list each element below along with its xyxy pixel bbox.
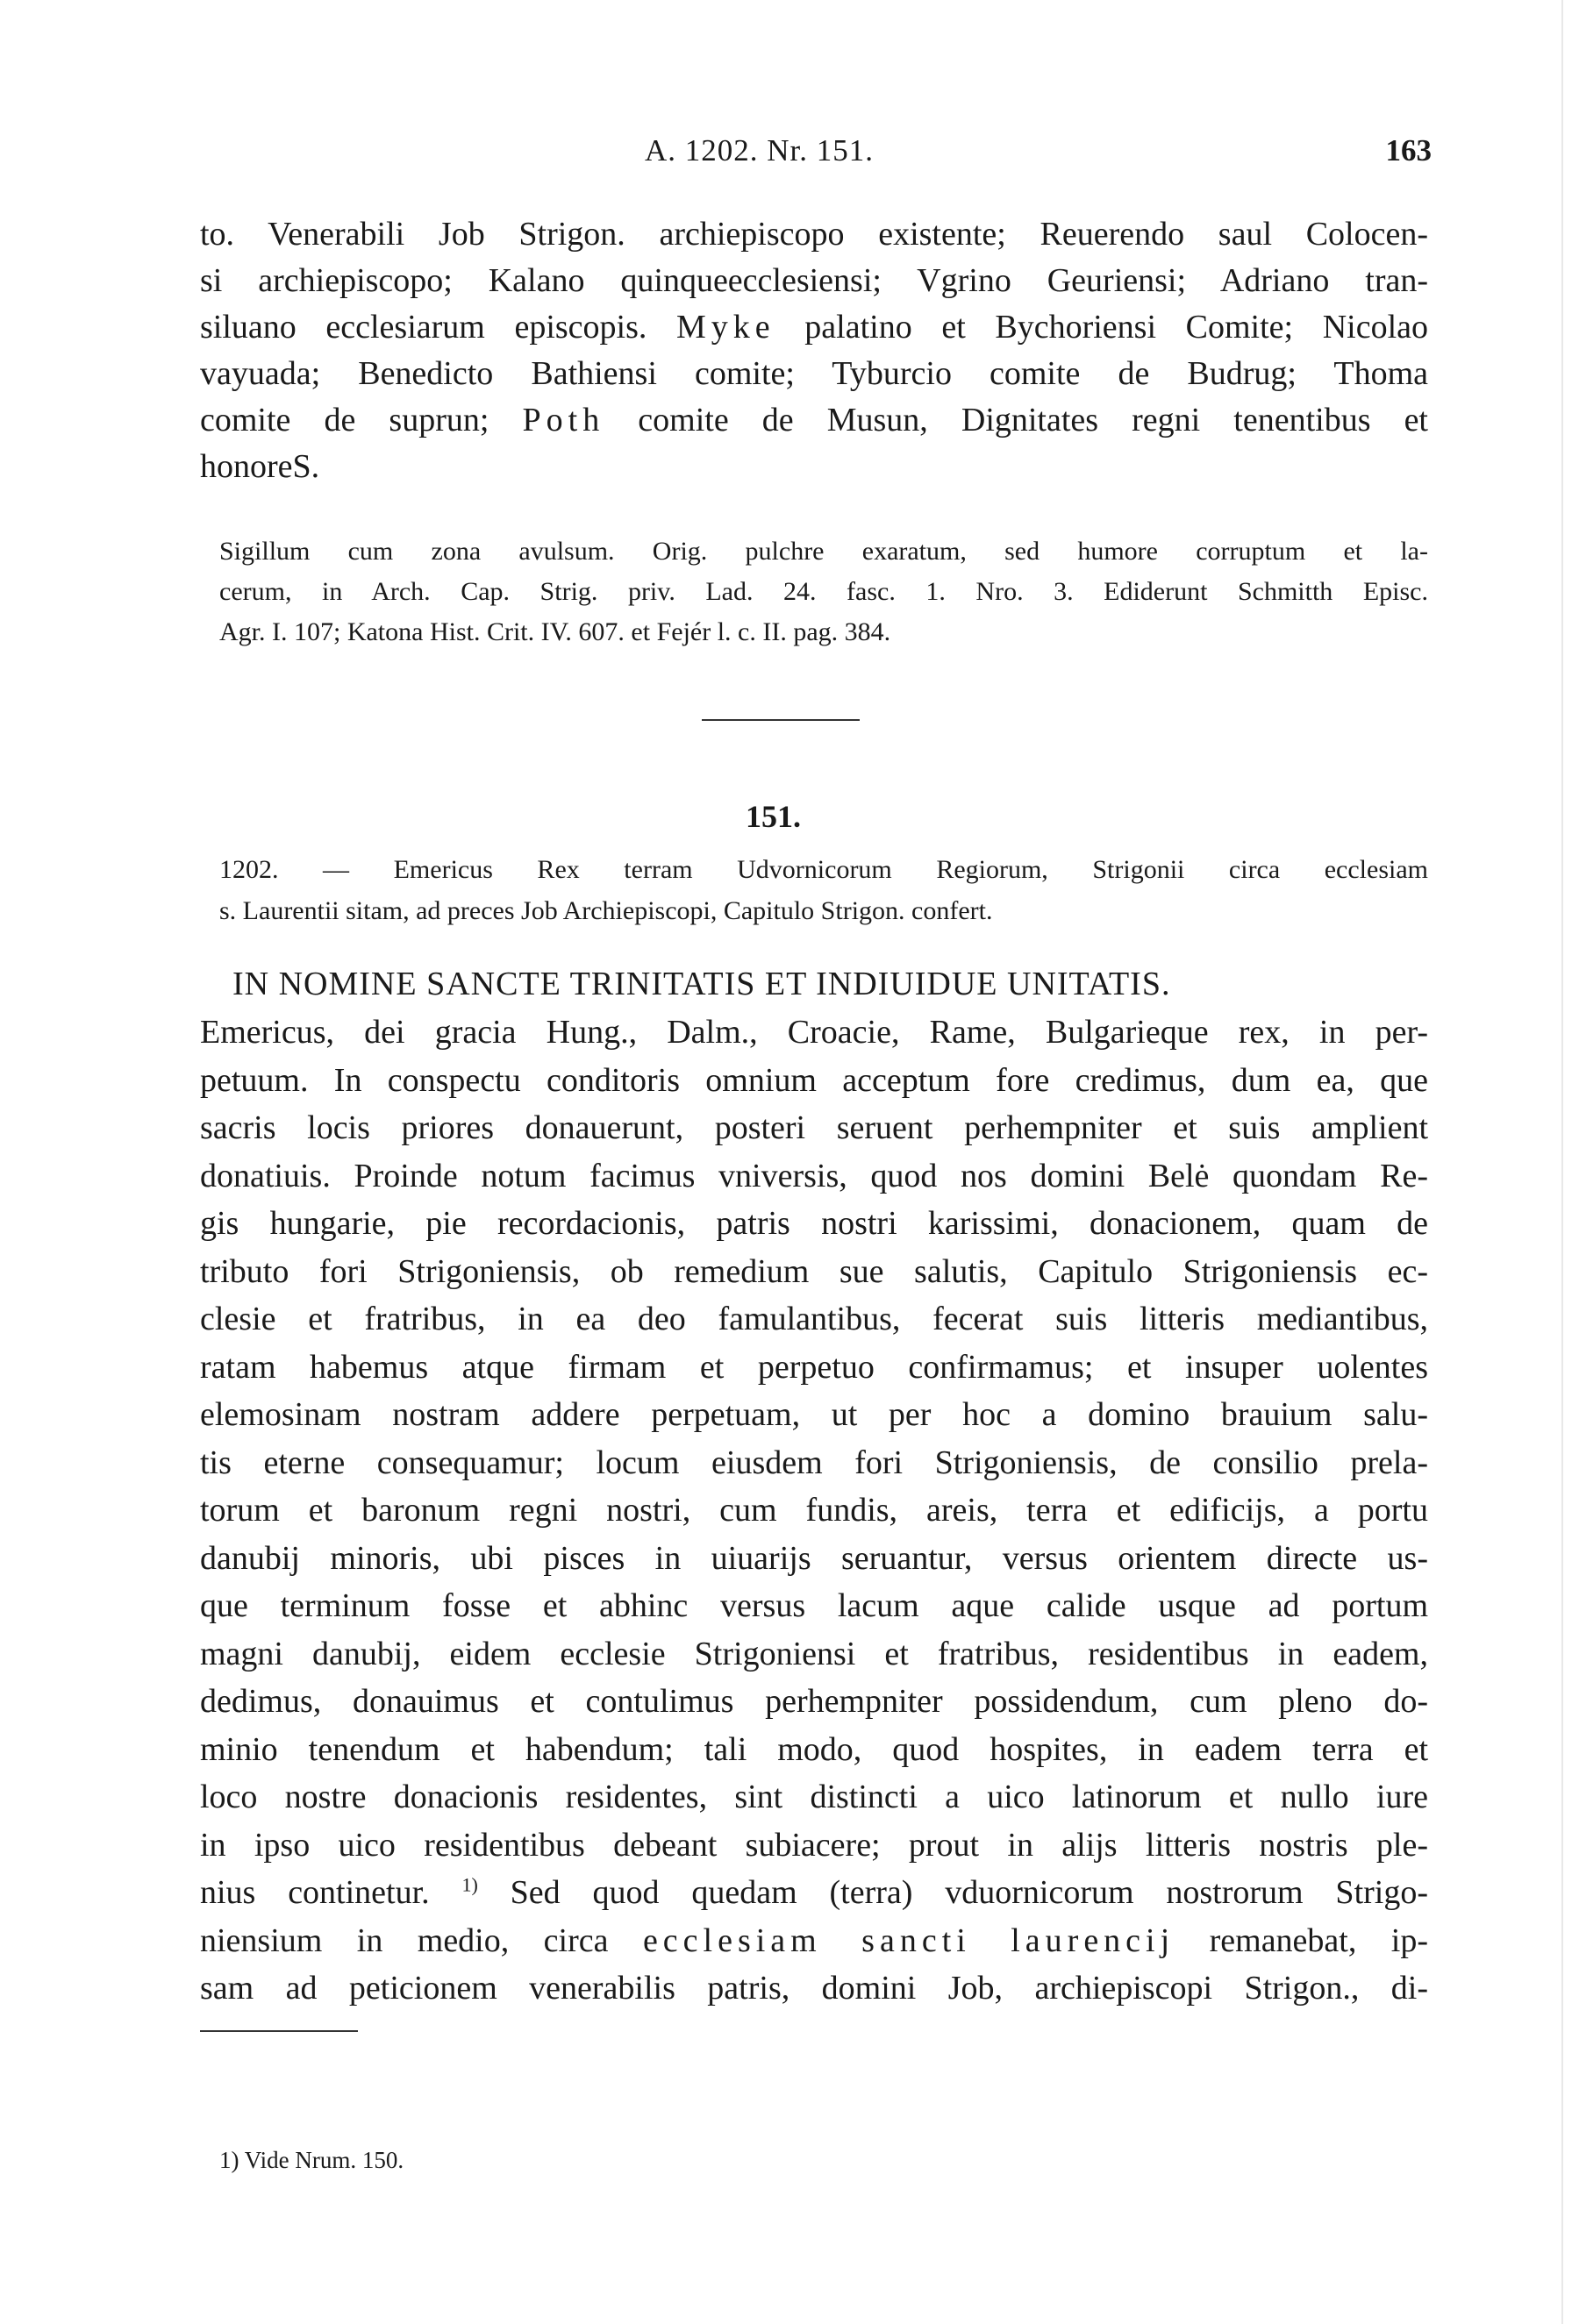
text-fragment: nius continetur. <box>200 1874 430 1911</box>
text-line: gis hungarie, pie recordacionis, patris nostri karissimi, donacionem, quam de <box>200 1205 1428 1242</box>
text-line: magni danubij, eidem ecclesie Strigoniensi et fratribus, residentibus in eadem, <box>200 1636 1428 1672</box>
spaced-name: Poth <box>522 402 605 438</box>
spaced-name: Myke <box>676 309 775 346</box>
text-line: danubij minoris, ubi pisces in uiuarijs seruantur, versus orientem directe us- <box>200 1540 1428 1577</box>
text-line: dedimus, donauimus et contulimus perhempniter possidendum, cum pleno do- <box>200 1683 1428 1720</box>
scan-edge <box>1561 0 1563 2324</box>
text-line: tis eterne consequamur; locum eiusdem fori Strigoniensis, de consilio prela- <box>200 1444 1428 1481</box>
text-fragment: remanebat, ip- <box>1175 1922 1428 1959</box>
text-line: Emericus, dei gracia Hung., Dalm., Croacie, Rame, Bulgarieque rex, in per- <box>200 1014 1428 1051</box>
invocation: IN NOMINE SANCTE TRINITATIS ET INDIUIDUE UNITATIS. <box>232 966 1171 1002</box>
text-line: si archiepiscopo; Kalano quinqueecclesiensi; Vgrino Geuriensi; Adriano tran- <box>200 262 1428 299</box>
page-number: 163 <box>1385 133 1432 168</box>
summary-line: s. Laurentii sitam, ad preces Job Archiepiscopi, Capitulo Strigon. confert. <box>219 896 993 925</box>
text-line: to. Venerabili Job Strigon. archiepiscopo existente; Reuerendo saul Colocen- <box>200 216 1428 253</box>
text-fragment: palatino et Bychoriensi Comite; Nicolao <box>775 309 1428 346</box>
text-line <box>200 1921 1428 1960</box>
document-number: 151. <box>746 799 801 834</box>
text-line: minio tenendum et habendum; tali modo, quod hospites, in eadem terra et <box>200 1731 1428 1768</box>
text-line: que terminum fosse et abhinc versus lacum aque calide usque ad portum <box>200 1587 1428 1624</box>
text-fragment: siluano ecclesiarum episcopis. <box>200 309 647 346</box>
text-line: ratam habemus atque firmam et perpetuo confirmamus; et insuper uolentes <box>200 1349 1428 1386</box>
running-header: A. 1202. Nr. 151. <box>645 133 875 168</box>
text-line: sam ad peticionem venerabilis patris, domini Job, archiepiscopi Strigon., di- <box>200 1970 1428 2007</box>
note-line: cerum, in Arch. Cap. Strig. priv. Lad. 24. fasc. 1. Nro. 3. Ediderunt Schmitth Episc. <box>219 577 1428 606</box>
text-line: clesie et fratribus, in ea deo famulantibus, fecerat suis litteris mediantibus, <box>200 1301 1428 1337</box>
text-line: honoreS. <box>200 448 320 485</box>
text-line <box>200 401 1428 439</box>
text-fragment: niensium in medio, circa <box>200 1922 609 1959</box>
text-line: loco nostre donacionis residentes, sint distincti a uico latinorum et nullo iure <box>200 1779 1428 1815</box>
text-line: petuum. In conspectu conditoris omnium acceptum fore credimus, dum ea, que <box>200 1062 1428 1099</box>
text-line: torum et baronum regni nostri, cum fundis, areis, terra et edificijs, a portu <box>200 1492 1428 1529</box>
note-line: Agr. I. 107; Katona Hist. Crit. IV. 607. et Fejér l. c. II. pag. 384. <box>219 617 891 646</box>
text-line: sacris locis priores donauerunt, posteri seruent perhempniter et suis amplient <box>200 1109 1428 1146</box>
text-line: donatiuis. Proinde notum facimus vniversis, quod nos domini Belė quondam Re- <box>200 1158 1428 1194</box>
text-line <box>200 308 1428 346</box>
footnote-marker: 1) <box>461 1873 478 1896</box>
text-fragment: Sed quod quedam (terra) vduornicorum nostrorum Strigo- <box>477 1874 1428 1911</box>
footnote-rule <box>200 2030 358 2032</box>
text-fragment: comite de Musun, Dignitates regni tenentibus et <box>604 402 1428 438</box>
note-line: Sigillum cum zona avulsum. Orig. pulchre exaratum, sed humore corruptum et la- <box>219 537 1428 566</box>
text-fragment: comite de suprun; <box>200 402 489 438</box>
footnote: 1) Vide Nrum. 150. <box>219 2147 404 2173</box>
separator-rule <box>702 719 860 721</box>
summary-line: 1202. — Emericus Rex terram Udvornicorum Regiorum, Strigonii circa ecclesiam <box>219 855 1428 884</box>
text-line <box>200 1873 1428 1912</box>
text-line: vayuada; Benedicto Bathiensi comite; Tyburcio comite de Budrug; Thoma <box>200 355 1428 392</box>
spaced-phrase: ecclesiam sancti laurencij <box>642 1922 1175 1959</box>
text-line: elemosinam nostram addere perpetuam, ut per hoc a domino brauium salu- <box>200 1396 1428 1433</box>
text-line: in ipso uico residentibus debeant subiacere; prout in alijs litteris nostris ple- <box>200 1827 1428 1864</box>
text-line: tributo fori Strigoniensis, ob remedium sue salutis, Capitulo Strigoniensis ec- <box>200 1253 1428 1290</box>
